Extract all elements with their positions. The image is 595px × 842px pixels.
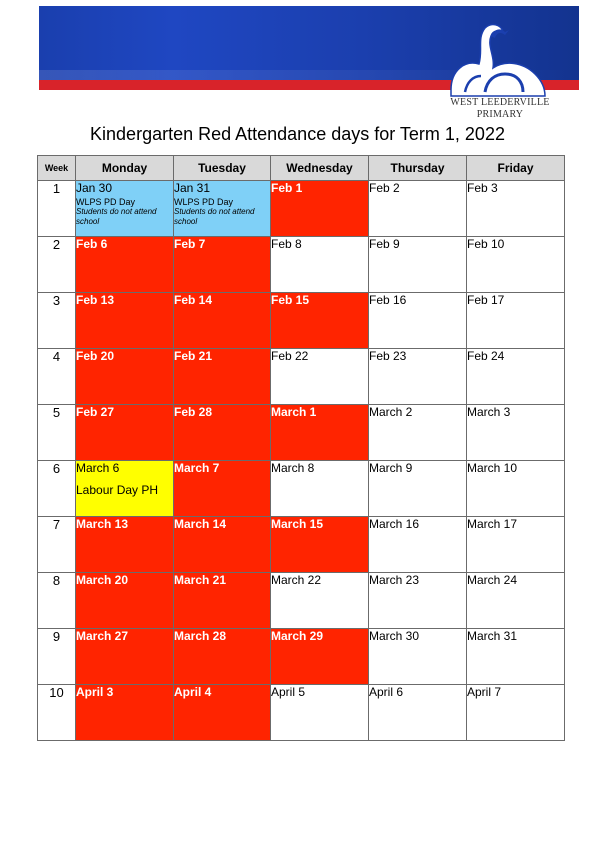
day-cell [369,461,467,517]
table-header-row [38,156,565,181]
day-cell [369,685,467,741]
day-cell [271,629,369,685]
table-row [38,685,565,741]
day-cell [467,349,565,405]
day-cell [271,237,369,293]
day-cell [76,517,174,573]
day-date-label: March 17 [467,517,518,531]
day-cell [467,237,565,293]
day-cell [369,237,467,293]
public-holiday-note: Labour Day PH [76,483,159,497]
day-cell [174,181,271,237]
day-date-label: Feb 14 [174,293,213,307]
day-cell [174,629,271,685]
day-date-label: March 28 [174,629,227,643]
pd-day-subnote: Students do not attend school [174,207,255,226]
day-cell [174,405,271,461]
day-date-label: Feb 17 [467,293,505,307]
day-cell [174,573,271,629]
day-date-label: March 20 [76,573,129,587]
day-date-label: March 8 [271,461,315,475]
day-date-label: Feb 16 [369,293,407,307]
week-number: 8 [38,573,76,629]
table-row [38,293,565,349]
school-name [438,97,562,121]
day-date-label: Feb 15 [271,293,310,307]
day-cell [76,293,174,349]
day-cell [76,181,174,237]
day-cell [76,685,174,741]
day-date-label: March 15 [271,517,324,531]
table-row [38,517,565,573]
day-date-label: March 7 [174,461,220,475]
day-date-label: March 21 [174,573,227,587]
day-date-label: April 5 [271,685,306,699]
day-date-label: Feb 22 [271,349,309,363]
table-row [38,237,565,293]
day-cell [369,573,467,629]
day-date-label: April 6 [369,685,404,699]
day-date-label: Feb 21 [174,349,213,363]
day-date-label: Feb 20 [76,349,115,363]
day-date-label: March 22 [271,573,322,587]
day-date-label: March 23 [369,573,420,587]
day-cell [174,461,271,517]
day-cell [76,349,174,405]
day-date-label: March 16 [369,517,420,531]
day-cell [174,293,271,349]
table-row [38,349,565,405]
day-date-label: March 30 [369,629,420,643]
day-date-label: Feb 13 [76,293,115,307]
day-cell [369,405,467,461]
day-date-label: March 9 [369,461,413,475]
day-date-label: Feb 28 [174,405,213,419]
table-row [38,461,565,517]
day-date-label: Jan 30 [76,181,113,195]
day-date-label: Feb 3 [467,181,498,195]
day-cell [467,629,565,685]
day-cell [174,685,271,741]
column-header-monday: Monday [76,156,174,181]
week-number: 7 [38,517,76,573]
day-cell [271,405,369,461]
swan-logo-icon [443,20,553,102]
day-cell [174,517,271,573]
day-date-label: Feb 23 [369,349,407,363]
day-date-label: March 2 [369,405,413,419]
day-date-label: Feb 27 [76,405,115,419]
week-number: 6 [38,461,76,517]
column-header-tuesday: Tuesday [174,156,271,181]
day-date-label: March 13 [76,517,129,531]
day-cell [76,461,174,517]
day-date-label: March 27 [76,629,129,643]
attendance-table [37,155,565,741]
day-cell [271,517,369,573]
day-cell [271,293,369,349]
day-date-label: Feb 10 [467,237,505,251]
day-date-label: April 4 [174,685,212,699]
day-cell [467,293,565,349]
day-date-label: March 6 [76,461,120,475]
day-date-label: Feb 24 [467,349,505,363]
day-cell [467,181,565,237]
day-date-label: March 29 [271,629,324,643]
week-number: 1 [38,181,76,237]
day-date-label: Feb 2 [369,181,400,195]
day-cell [76,237,174,293]
day-date-label: Feb 8 [271,237,302,251]
day-cell [271,349,369,405]
pd-day-note: WLPS PD Day [174,197,234,207]
day-cell [271,685,369,741]
day-date-label: March 14 [174,517,227,531]
column-header-thursday: Thursday [369,156,467,181]
week-number: 5 [38,405,76,461]
day-cell [467,573,565,629]
day-cell [369,629,467,685]
day-cell [369,293,467,349]
week-number: 10 [38,685,76,741]
day-date-label: April 7 [467,685,502,699]
day-cell [271,181,369,237]
day-date-label: March 10 [467,461,518,475]
day-cell [369,517,467,573]
day-cell [76,629,174,685]
pd-day-subnote: Students do not attend school [76,207,157,226]
day-date-label: Feb 1 [271,181,303,195]
day-cell [271,461,369,517]
day-cell [174,349,271,405]
day-date-label: March 24 [467,573,518,587]
column-header-friday: Friday [467,156,565,181]
page-title: Kindergarten Red Attendance days for Term 1, 2022 [90,124,505,144]
day-date-label: Jan 31 [174,181,211,195]
day-cell [174,237,271,293]
day-date-label: March 31 [467,629,518,643]
day-date-label: March 1 [271,405,317,419]
day-cell [271,573,369,629]
week-number: 4 [38,349,76,405]
week-number: 2 [38,237,76,293]
day-date-label: Feb 6 [76,237,108,251]
day-cell [467,517,565,573]
day-cell [369,181,467,237]
day-cell [467,685,565,741]
table-row [38,181,565,237]
week-number: 9 [38,629,76,685]
day-date-label: Feb 7 [174,237,206,251]
column-header-wednesday: Wednesday [271,156,369,181]
school-name-line2: PRIMARY [476,109,524,120]
table-row [38,629,565,685]
day-cell [76,405,174,461]
column-header-week: Week [38,156,76,181]
day-cell [467,461,565,517]
week-number: 3 [38,293,76,349]
day-cell [76,573,174,629]
day-date-label: April 3 [76,685,114,699]
pd-day-note: WLPS PD Day [76,197,136,207]
day-cell [369,349,467,405]
table-row [38,405,565,461]
day-date-label: Feb 9 [369,237,400,251]
day-date-label: March 3 [467,405,511,419]
day-cell [467,405,565,461]
table-row [38,573,565,629]
school-name-line1: WEST LEEDERVILLE [450,97,550,108]
